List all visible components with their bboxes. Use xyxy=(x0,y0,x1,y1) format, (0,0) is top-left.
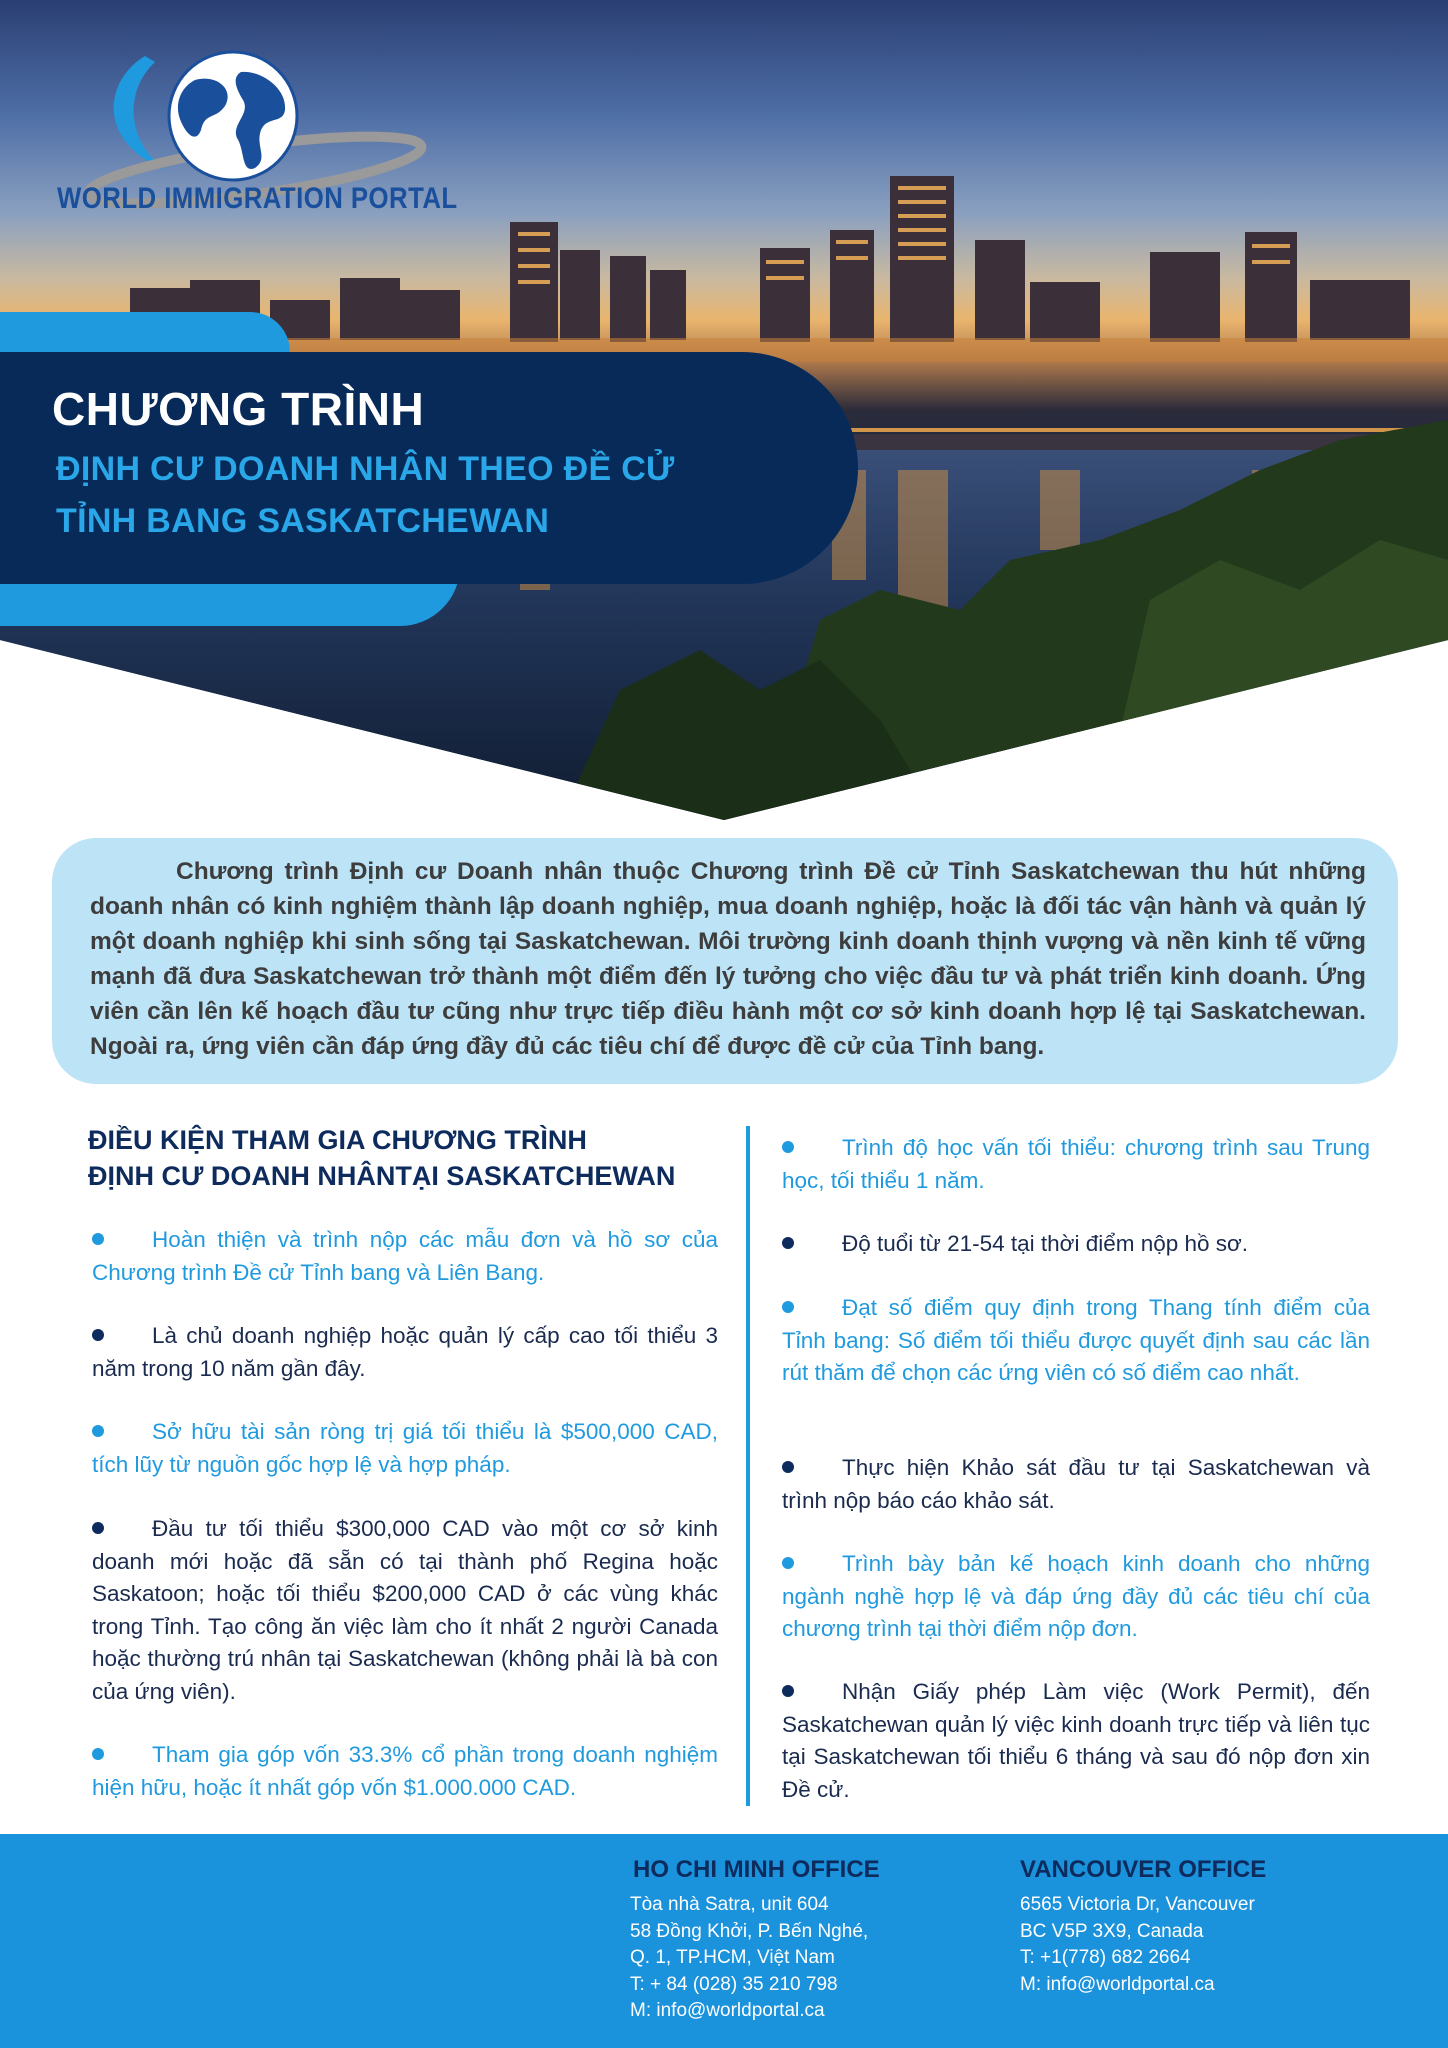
bullet-icon xyxy=(92,1522,104,1534)
bullet-icon xyxy=(782,1557,794,1569)
vancouver-office-title: VANCOUVER OFFICE xyxy=(1020,1856,1267,1883)
bullet-icon xyxy=(782,1237,794,1249)
section-title-line-1: ĐIỀU KIỆN THAM GIA CHƯƠNG TRÌNH xyxy=(88,1125,587,1155)
list-item: Nhận Giấy phép Làm việc (Work Permit), đến Saskatchewan quản lý việc kinh doanh trực tiếp và liên tục tại Saskatchewan tối thiểu 6 tháng và sau đó nộp đơn xin Đề cử. xyxy=(782,1679,1370,1802)
bullet-icon xyxy=(782,1461,794,1473)
hcm-address-line: Tòa nhà Satra, unit 604 xyxy=(630,1894,829,1915)
list-item: Đầu tư tối thiểu $300,000 CAD vào một cơ sở kinh doanh mới hoặc đã sẵn có tại thành phố Regina hoặc Saskatoon; hoặc tối thiểu $200,000 CAD ở các vùng khác trong Tỉnh. Tạo công ăn việc làm cho ít nhất 2 người Canada hoặc thường trú nhân tại Saskatchewan (không phải là bà con của ứng viên). xyxy=(92,1516,718,1704)
list-item: Thực hiện Khảo sát đầu tư tại Saskatchewan và trình nộp báo cáo khảo sát. xyxy=(782,1455,1370,1513)
intro-box xyxy=(52,838,1398,1084)
page-subtitle-line-1: ĐỊNH CƯ DOANH NHÂN THEO ĐỀ CỬ xyxy=(56,450,675,488)
bullet-icon xyxy=(782,1141,794,1153)
list-item: Đạt số điểm quy định trong Thang tính điểm của Tỉnh bang: Số điểm tối thiểu được quyết định sau các lần rút thăm để chọn các ứng viên có số điểm cao nhất. xyxy=(782,1295,1370,1385)
brand-name: WORLD IMMIGRATION PORTAL xyxy=(57,182,458,215)
list-item: Trình độ học vấn tối thiểu: chương trình sau Trung học, tối thiểu 1 năm. xyxy=(782,1135,1370,1193)
list-item: Sở hữu tài sản ròng trị giá tối thiểu là $500,000 CAD, tích lũy từ nguồn gốc hợp lệ và hợp pháp. xyxy=(92,1419,718,1477)
hcm-address-line: Q. 1, TP.HCM, Việt Nam xyxy=(630,1947,835,1968)
section-title xyxy=(88,1122,675,1194)
hcm-office-address xyxy=(630,1892,868,2025)
hcm-address-line: 58 Đồng Khởi, P. Bến Nghé, xyxy=(630,1920,869,1942)
list-item: Là chủ doanh nghiệp hoặc quản lý cấp cao tối thiểu 3 năm trong 10 năm gần đây. xyxy=(92,1323,718,1381)
hcm-phone: T: + 84 (028) 35 210 798 xyxy=(630,1973,838,1995)
bullet-icon xyxy=(782,1685,794,1697)
list-item: Độ tuổi từ 21-54 tại thời điểm nộp hồ sơ. xyxy=(782,1228,1370,1261)
list-item: Trình bày bản kế hoạch kinh doanh cho những ngành nghề hợp lệ và đáp ứng đầy đủ các tiêu chí của chương trình tại thời điểm nộp đơn. xyxy=(782,1551,1370,1641)
bullet-icon xyxy=(92,1748,104,1760)
hcm-email: M: info@worldportal.ca xyxy=(630,2000,825,2021)
bullet-icon xyxy=(92,1329,104,1341)
section-title-line-2: ĐỊNH CƯ DOANH NHÂNTẠI SASKATCHEWAN xyxy=(88,1161,676,1191)
bullet-icon xyxy=(782,1301,794,1313)
intro-text: Chương trình Định cư Doanh nhân thuộc Chương trình Đề cử Tỉnh Saskatchewan thu hút những doanh nhân có kinh nghiệm thành lập doanh nghiệp, mua doanh nghiệp, hoặc là đối tác vận hành và quản lý một doanh nghiệp khi sinh sống tại Saskatchewan. Môi trường kinh doanh thịnh vượng và nền kinh tế vững mạnh đã đưa Saskatchewan trở thành một điểm đến lý tưởng cho việc đầu tư và phát triển kinh doanh. Ứng viên cần lên kế hoạch đầu tư cũng như trực tiếp điều hành một cơ sở kinh doanh hợp lệ tại Saskatchewan. Ngoài ra, ứng viên cần đáp ứng đầy đủ các tiêu chí để được đề cử của Tỉnh bang. xyxy=(90,858,1366,1060)
bullet-icon xyxy=(92,1425,104,1437)
vancouver-address-line: 6565 Victoria Dr, Vancouver xyxy=(1020,1894,1255,1915)
vancouver-email: M: info@worldportal.ca xyxy=(1020,1973,1215,1995)
vancouver-phone: T: +1(778) 682 2664 xyxy=(1020,1947,1191,1968)
list-item: Tham gia góp vốn 33.3% cổ phần trong doanh nghiệm hiện hữu, hoặc ít nhất góp vốn $1.000.000 CAD. xyxy=(92,1742,718,1800)
column-divider xyxy=(746,1126,750,1806)
vancouver-address-line: BC V5P 3X9, Canada xyxy=(1020,1920,1204,1942)
vancouver-office-address xyxy=(1020,1892,1255,1998)
hcm-office-title: HO CHI MINH OFFICE xyxy=(633,1856,880,1883)
list-item: Hoàn thiện và trình nộp các mẫu đơn và hồ sơ của Chương trình Đề cử Tỉnh bang và Liên Bang. xyxy=(92,1227,718,1285)
bullet-icon xyxy=(92,1233,104,1245)
page-title: CHƯƠNG TRÌNH xyxy=(52,383,425,435)
page-subtitle-line-2: TỈNH BANG SASKATCHEWAN xyxy=(56,502,550,540)
